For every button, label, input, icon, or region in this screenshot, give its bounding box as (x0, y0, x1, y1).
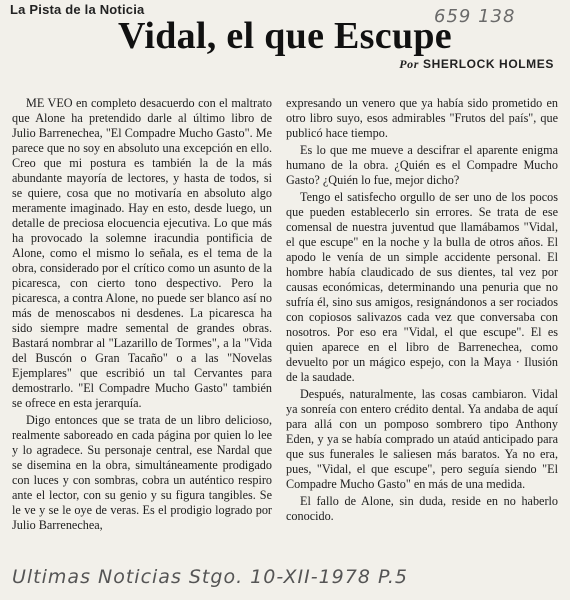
paragraph: Digo entonces que se trata de un libro delicioso, realmente saboreado en cada página por quien lo lee y lo agradece. Su personaje central, ese Nardal que se disemina en la obra, simultáneamente prodigado con luces y con sombras, cobra un auténtico respiro ante el lector, con su genio y su figura tangibles. Se le ve y se le oye de veras. Es el prodigio logrado por Julio Barrenechea, (12, 413, 272, 532)
paragraph: ME VEO en completo desacuerdo con el maltrato que Alone ha pretendido darle al último libro de Julio Barrenechea, "El Compadre Mucho Gasto". Me parece que no soy en absoluto una excepción en ello. Creo que mi postura es también la de la más abundante mayoría de lectores, y hasta de todos, si se quiere, cosa que no motivaría en absoluto algo meramente imaginado. Hay en esto, desde luego, un detalle de preciosa elocuencia ejecutiva. Lo que más ha provocado la solemne iracundia pontificia de Alone, como el mismo lo señala, es el tema de la obra, considerado por el crítico como un asunto de la picaresca, con cierto tono despectivo. Pero la picaresca, a contra Alone, no puede ser blanco así no más de menoscabos ni desdenes. La picaresca ha sido siempre madre semental de grandes obras. Bastará nombrar al "Lazarillo de Tormes", a la "Vida del Buscón o Gran Tacaño" o a las "Novelas Ejemplares" que escribió un tal Cervantes para demostrarlo. "El Compadre Mucho Gasto" también se ofrece en esta jerarquía. (12, 96, 272, 410)
paragraph: Es lo que me mueve a descifrar el aparente enigma humano de la obra. ¿Quién es el Compadre Mucho Gasto? ¿Quién lo fue, mejor dicho? (286, 143, 558, 187)
paragraph: El fallo de Alone, sin duda, reside en no haberlo conocido. (286, 494, 558, 523)
byline-prefix: Por (399, 57, 420, 71)
paragraph: Tengo el satisfecho orgullo de ser uno de los pocos que pueden establecerlo sin errores. Se trata de ese comensal de nuestra juventud que llamábamos "Vidal, el que escupe" en la noche y la bulla de otros años. El apodo le venía de un simple accidente personal. El hombre había claudicado de sus dientes, tal vez por causas económicas, determinando una penuria que no sufría él, sino sus amigos, resignándonos a ser rociados con copiosos salivazos cada vez que conversaba con nosotros. Por eso era "Vidal, el que escupe". El es quien aparece en el libro de Barrenechea, como devuelto por un mágico espejo, con la Maya · Ilusión de la saudade. (286, 190, 558, 384)
article-title: Vidal, el que Escupe (118, 15, 452, 57)
handwritten-reference-number: 659 138 (434, 6, 516, 27)
paragraph: Después, naturalmente, las cosas cambiaron. Vidal ya sonreía con entero crédito dental. Ya andaba de aquí para allá con un pomposo sombrero tipo Anthony Eden, y ya se había comprado un ataúd anticipado para que sus funerales le saliesen más baratos. Ya no era, pues, "Vidal, el que escupe", pero seguía siendo "El Compadre Mucho Gasto" en más de una medida. (286, 387, 558, 491)
right-column (286, 96, 558, 526)
left-column (12, 96, 272, 535)
byline (399, 57, 554, 72)
section-header: La Pista de la Noticia (10, 2, 145, 17)
byline-author: SHERLOCK HOLMES (422, 57, 554, 71)
handwritten-source-note: Ultimas Noticias Stgo. 10-XII-1978 P.5 (12, 566, 408, 588)
paragraph: expresando un venero que ya había sido prometido en otro libro suyo, esos admirables "Frutos del país", que publicó hace tiempo. (286, 96, 558, 140)
